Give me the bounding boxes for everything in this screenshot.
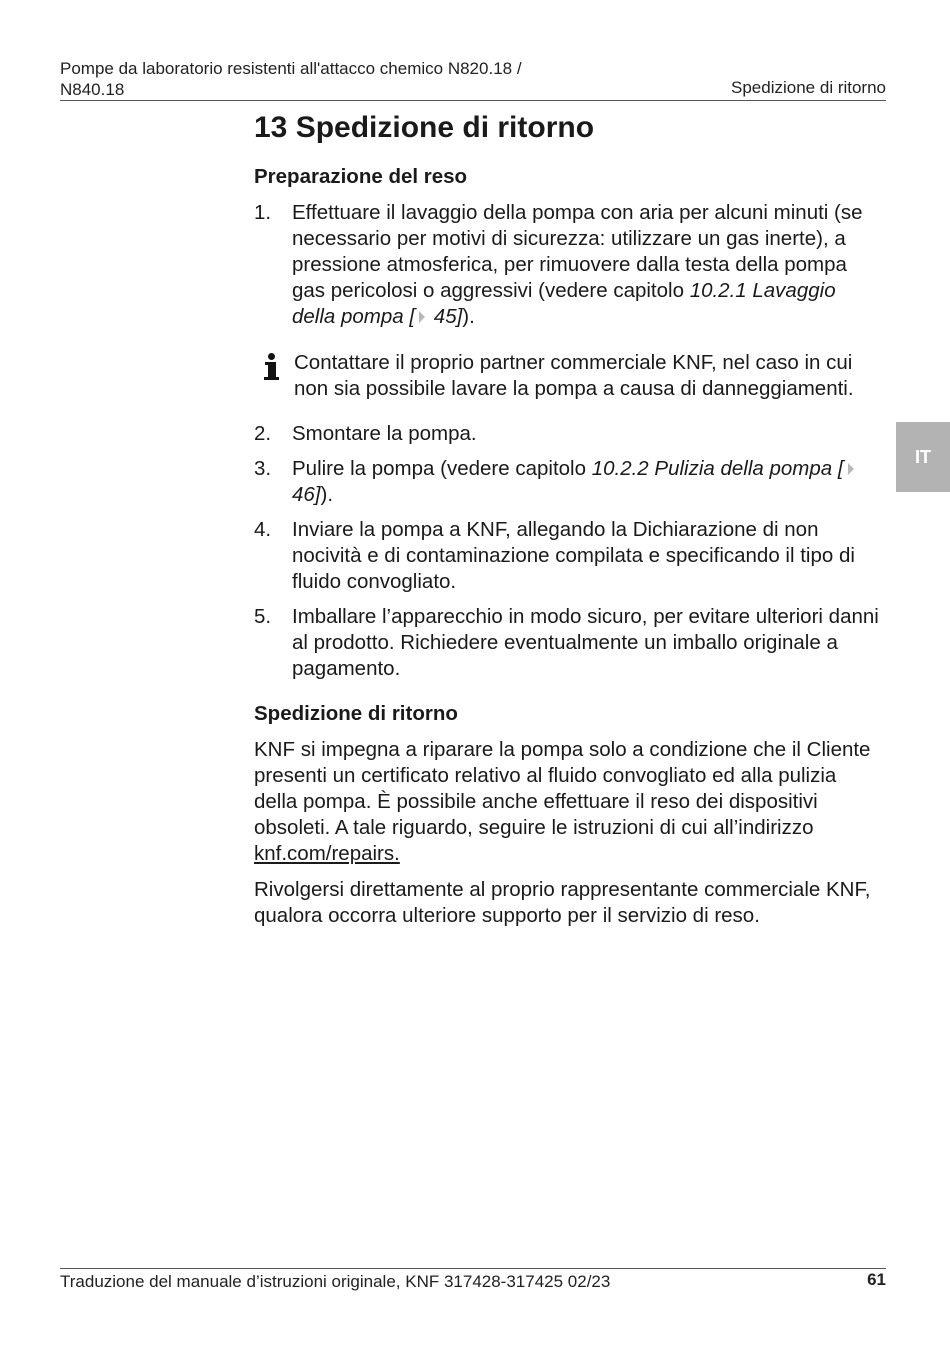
return-shipping-paragraph-2: Rivolgersi direttamente al proprio rappresentante commerciale KNF, qualora occorra ulteriore supporto per il servizio di reso. — [254, 878, 871, 927]
step-1-number: 1. — [254, 201, 272, 224]
info-icon — [254, 350, 294, 386]
page-number: 61 — [867, 1270, 886, 1289]
step-2 — [254, 421, 884, 447]
header-doc-title: Pompe da laboratorio resistenti all'attacco chemico N820.18 / N840.18 — [60, 59, 522, 99]
preparation-steps-continued — [254, 421, 884, 682]
page-content — [254, 108, 884, 939]
step-3-ref-page: 46] — [292, 483, 321, 506]
step-1-ref-title: 10.2.1 Lavaggio della pompa [ — [292, 279, 836, 328]
step-3-text — [292, 456, 884, 508]
step-5-number: 5. — [254, 605, 272, 628]
header-section-title: Spedizione di ritorno — [731, 78, 886, 97]
repairs-link[interactable]: knf.com/repairs. — [254, 842, 400, 865]
step-5-text: Imballare l’apparecchio in modo sicuro, per evitare ulteriori danni al prodotto. Richiedere eventualmente un imballo originale a pagamento. — [292, 605, 879, 680]
header-divider — [60, 100, 886, 101]
chapter-title: 13 Spedizione di ritorno — [254, 111, 595, 144]
info-note — [254, 350, 884, 402]
step-3-tail: ). — [320, 483, 334, 506]
info-note-text: Contattare il proprio partner commerciale KNF, nel caso in cui non sia possibile lavare la pompa a causa di danneggiamenti. — [294, 351, 854, 400]
language-tab[interactable] — [896, 422, 950, 492]
footer-divider — [60, 1268, 886, 1269]
step-4-text: Inviare la pompa a KNF, allegando la Dichiarazione di non nocività e di contaminazione compilata e specificando il tipo di fluido convogliato. — [292, 518, 855, 593]
return-shipping-paragraph-1 — [254, 737, 884, 867]
preparation-heading: Preparazione del reso — [254, 165, 468, 188]
step-3-body: Pulire la pompa (vedere capitolo — [292, 457, 592, 480]
step-4 — [254, 517, 884, 595]
step-3 — [254, 456, 884, 508]
return-shipping-heading: Spedizione di ritorno — [254, 702, 458, 725]
step-1-text — [292, 200, 884, 330]
step-1-ref-page: 45] — [428, 305, 463, 328]
return-shipping-paragraph-1-text: KNF si impegna a riparare la pompa solo a condizione che il Cliente presenti un certificato relativo al fluido convogliato ed alla pulizia della pompa. È possibile anche effettuare il reso dei dispositivi obsoleti. A tale riguardo, seguire le istruzioni di cui all’indirizzo — [254, 738, 871, 839]
footer-text: Traduzione del manuale d’istruzioni originale, KNF 317428-317425 02/23 — [60, 1272, 611, 1291]
preparation-steps — [254, 200, 884, 330]
step-2-text: Smontare la pompa. — [292, 422, 477, 445]
step-1-body: Effettuare il lavaggio della pompa con aria per alcuni minuti (se necessario per motivi di sicurezza: utilizzare un gas inerte), a pressione atmosferica, per rimuovere dalla testa della pompa gas pericolosi o aggressivi (vedere capitolo — [292, 201, 863, 302]
step-3-number: 3. — [254, 457, 272, 480]
return-shipping-section — [254, 701, 884, 929]
step-1 — [254, 200, 884, 330]
page-ref-arrow-icon — [848, 463, 854, 475]
step-2-number: 2. — [254, 422, 272, 445]
step-3-ref-title: 10.2.2 Pulizia della pompa [ — [591, 457, 844, 480]
step-5 — [254, 604, 884, 682]
page-ref-arrow-icon — [419, 311, 425, 323]
step-1-tail: ). — [462, 305, 475, 328]
step-4-number: 4. — [254, 518, 272, 541]
language-tab-label: IT — [915, 446, 931, 467]
